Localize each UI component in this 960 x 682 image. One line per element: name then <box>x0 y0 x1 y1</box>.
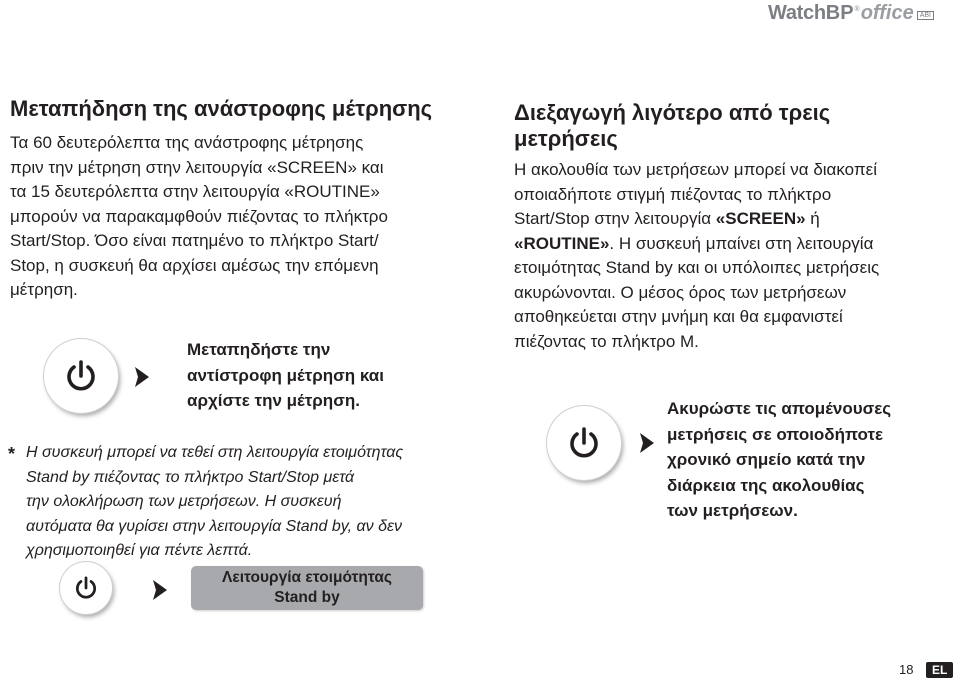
left-paragraph-line: μπορούν να παρακαμφθούν πιέζοντας το πλήκτρο <box>10 206 388 226</box>
left-paragraph-line: Stop, η συσκευή θα αρχίσει αμέσως την επόμενη <box>10 255 379 275</box>
left-paragraph-line: πριν την μέτρηση στην λειτουργία «SCREEN» και <box>10 157 384 177</box>
left-instruction-line: αντίστροφη μέτρηση και <box>187 365 384 385</box>
left-section-heading: Μεταπήδηση της ανάστροφης μέτρησης <box>10 96 433 121</box>
right-paragraph-line: ετοιμότητας Stand by και οι υπόλοιπες μετρήσεις <box>514 258 880 277</box>
right-section-heading <box>514 100 944 152</box>
arrow-right-icon <box>639 432 655 454</box>
logo-abi-badge: ABI <box>917 11 934 20</box>
right-instruction-line: διάρκεια της ακολουθίας <box>667 475 865 495</box>
left-paragraph-line: τα 15 δευτερόλεπτα στην λειτουργία «ROUTINE» <box>10 182 380 201</box>
language-badge: EL <box>926 662 953 678</box>
logo-watch-text: Watch <box>767 2 826 24</box>
start-stop-button-illustration <box>547 406 621 480</box>
note-line: την ολοκλήρωση των μετρήσεων. Η συσκευή <box>26 493 342 510</box>
right-paragraph-line: αποθηκεύεται στην μνήμη και θα εμφανιστεί <box>514 307 843 326</box>
power-icon <box>566 425 602 461</box>
right-paragraph-line: ακυρώνονται. Ο μέσος όρος των μετρήσεων <box>514 282 847 302</box>
right-heading-line: Διεξαγωγή λιγότερο από τρεις <box>514 100 831 125</box>
note-line: αυτόματα θα γυρίσει στην λειτουργία Stand by, αν δεν <box>26 517 402 535</box>
right-instruction <box>667 396 957 524</box>
note-asterisk: * <box>8 444 16 464</box>
left-paragraph-line: Start/Stop. Όσο είναι πατημένο το πλήκτρο Start/ <box>10 231 379 250</box>
standby-note <box>26 441 486 564</box>
start-stop-button-illustration <box>44 339 118 413</box>
logo-office-text: office <box>860 2 914 24</box>
arrow-right-icon <box>152 579 168 601</box>
standby-label-line: Λειτουργία ετοιμότητας <box>222 569 392 586</box>
arrow-right-icon <box>134 366 150 388</box>
standby-label-line: Stand by <box>274 589 340 606</box>
right-paragraph-line: «ROUTINE». Η συσκευή μπαίνει στη λειτουργία <box>514 233 874 253</box>
right-heading-line: μετρήσεις <box>514 126 618 151</box>
note-line: Stand by πιέζοντας το πλήκτρο Start/Stop μετά <box>26 468 355 486</box>
right-paragraph-line: πιέζοντας το πλήκτρο M. <box>514 331 699 351</box>
right-paragraph-line: Start/Stop στην λειτουργία «SCREEN» ή <box>514 209 820 228</box>
logo-bp-text: BP <box>825 2 854 24</box>
brand-logo <box>768 2 934 25</box>
left-section-paragraph <box>10 131 480 303</box>
right-instruction-line: μετρήσεις σε οποιοδήποτε <box>667 424 884 444</box>
standby-mode-label <box>191 566 423 610</box>
right-section-paragraph <box>514 158 954 354</box>
note-line: Η συσκευή μπορεί να τεθεί στη λειτουργία ετοιμότητας <box>26 444 404 461</box>
left-paragraph-line: μέτρηση. <box>10 280 78 299</box>
right-paragraph-line: οποιαδήποτε στιγμή πιέζοντας το πλήκτρο <box>514 184 832 204</box>
power-icon <box>63 358 99 394</box>
right-instruction-line: Ακυρώστε τις απομένουσες <box>667 399 892 418</box>
left-paragraph-line: Τα 60 δευτερόλεπτα της ανάστροφης μέτρησης <box>10 133 364 152</box>
right-instruction-line: των μετρήσεων. <box>667 501 798 520</box>
power-icon <box>73 575 99 601</box>
left-instruction-line: αρχίστε την μέτρηση. <box>187 391 360 410</box>
page-number: 18 <box>899 662 914 677</box>
right-paragraph-line: Η ακολουθία των μετρήσεων μπορεί να διακοπεί <box>514 160 877 179</box>
standby-button-illustration <box>60 562 112 614</box>
logo-registered-mark: ® <box>854 6 860 13</box>
left-instruction <box>187 337 447 414</box>
right-instruction-line: χρονικό σημείο κατά την <box>667 450 866 469</box>
left-instruction-line: Μεταπηδήστε την <box>187 340 331 359</box>
note-line: χρησιμοποιηθεί για πέντε λεπτά. <box>26 542 253 559</box>
